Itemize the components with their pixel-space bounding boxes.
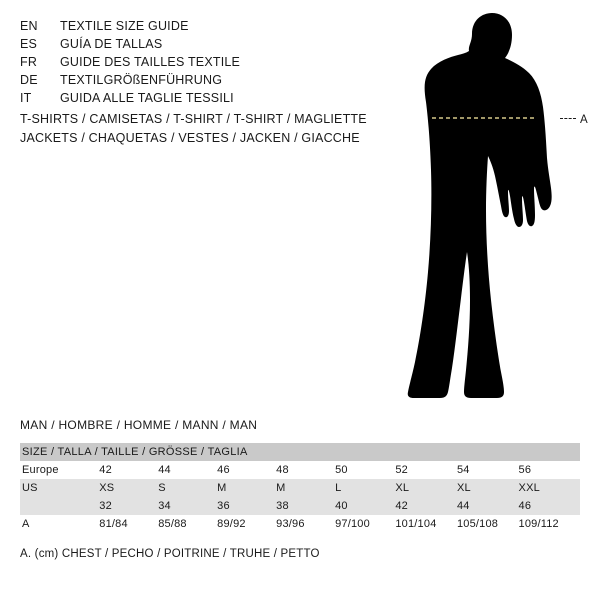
table-header-label: SIZE / TALLA / TAILLE / GRÖSSE / TAGLIA — [22, 446, 248, 458]
language-code: EN — [20, 19, 38, 33]
language-title: TEXTILGRÖßENFÜHRUNG — [60, 73, 223, 87]
table-title: MAN / HOMBRE / HOMME / MANN / MAN — [20, 418, 258, 432]
cell-value: XL — [456, 482, 471, 494]
size-table — [20, 443, 580, 533]
measure-label-a — [560, 114, 588, 126]
row-label: A — [22, 518, 30, 530]
cell-value: L — [335, 482, 342, 494]
row-label: Europe — [22, 464, 59, 476]
cell-value: 52 — [395, 464, 408, 476]
cell-value: 105/108 — [456, 518, 499, 530]
cell-value: 34 — [158, 500, 171, 512]
language-row — [20, 89, 360, 107]
cell-value: 101/104 — [395, 518, 437, 530]
table-row — [20, 461, 580, 479]
language-title: GUÍA DE TALLAS — [60, 37, 163, 51]
table-row — [20, 515, 580, 533]
cell-value: 109/112 — [518, 518, 559, 530]
cell-value: 89/92 — [217, 518, 246, 530]
category-line-tshirts: T-SHIRTS / CAMISETAS / T-SHIRT / T-SHIRT / MAGLIETTE — [20, 112, 367, 126]
cell-value: 46 — [518, 500, 532, 512]
cell-value: 42 — [395, 500, 408, 512]
leader-dash-icon — [560, 118, 576, 119]
cell-value: 85/88 — [158, 518, 187, 530]
language-title: TEXTILE SIZE GUIDE — [60, 19, 189, 33]
cell-value: M — [276, 482, 286, 494]
cell-value: 81/84 — [99, 518, 128, 530]
language-code: DE — [20, 73, 38, 87]
cell-value: XS — [99, 482, 115, 494]
cell-value: 93/96 — [276, 518, 305, 530]
cell-value: 97/100 — [335, 518, 370, 530]
language-row — [20, 35, 360, 53]
cell-value: 32 — [99, 500, 112, 512]
language-code: IT — [20, 91, 32, 105]
cell-value: 46 — [217, 464, 230, 476]
row-label — [20, 497, 99, 515]
language-code: ES — [20, 37, 38, 51]
table-header-row — [20, 443, 580, 461]
category-block — [20, 110, 400, 148]
language-row — [20, 71, 360, 89]
chest-measure-line — [400, 10, 600, 410]
cell-value: 38 — [276, 500, 289, 512]
category-line-jackets: JACKETS / CHAQUETAS / VESTES / JACKEN / GIACCHE — [20, 131, 360, 145]
language-row — [20, 53, 360, 71]
cell-value: M — [217, 482, 227, 494]
cell-value: 56 — [518, 464, 532, 476]
cell-value: 50 — [335, 464, 348, 476]
figure-area — [400, 10, 600, 410]
cell-value: 44 — [456, 500, 470, 512]
table-row — [20, 479, 580, 497]
cell-value: 44 — [158, 464, 171, 476]
language-row — [20, 17, 360, 35]
cell-value: 36 — [217, 500, 230, 512]
language-title: GUIDA ALLE TAGLIE TESSILI — [60, 91, 234, 105]
cell-value: XXL — [518, 482, 540, 494]
table-row — [20, 497, 580, 515]
language-title: GUIDE DES TAILLES TEXTILE — [60, 55, 241, 69]
cell-value: 54 — [456, 464, 470, 476]
cell-value: 42 — [99, 464, 112, 476]
cell-value: 48 — [276, 464, 289, 476]
language-code: FR — [20, 55, 38, 69]
language-header-block — [20, 17, 360, 107]
cell-value: S — [158, 482, 166, 494]
row-label: US — [22, 482, 38, 494]
cell-value: 40 — [335, 500, 348, 512]
cell-value: XL — [395, 482, 410, 494]
footnote: A. (cm) CHEST / PECHO / POITRINE / TRUHE / PETTO — [20, 548, 320, 560]
measure-label-text: A — [580, 114, 589, 126]
